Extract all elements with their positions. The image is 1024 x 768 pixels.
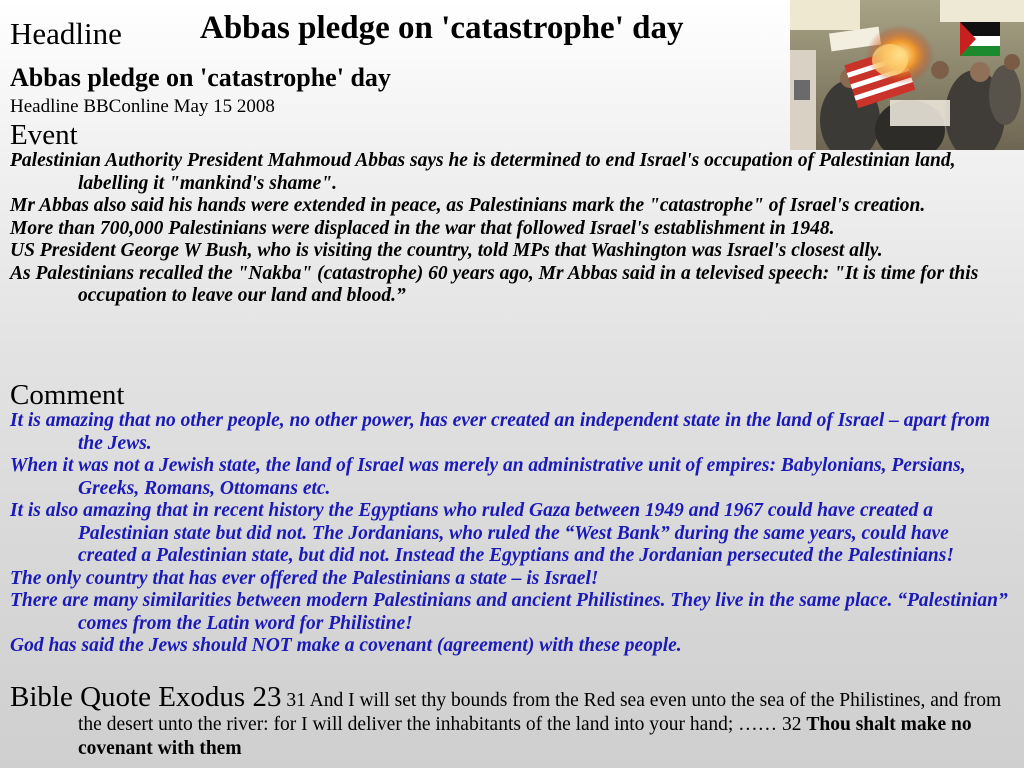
comment-paragraph: It is amazing that no other people, no other power, has ever created an independent state in the land of Israel – apart from the Jews.	[10, 410, 990, 454]
comment-section	[10, 380, 1012, 658]
bible-section	[10, 681, 1012, 760]
article-title: Abbas pledge on 'catastrophe' day	[10, 63, 391, 92]
event-paragraph: Mr Abbas also said his hands were extended in peace, as Palestinians mark the "catastrophe" of Israel's creation.	[10, 195, 926, 216]
bible-verse-text: 31 And I will set thy bounds from the Red sea even unto the sea of the Philistines, and from the desert unto the river: for I will deliver the inhabitants of the land into your hand; …… 32	[78, 690, 1002, 735]
comment-label: Comment	[10, 379, 125, 411]
event-paragraph: As Palestinians recalled the "Nakba" (catastrophe) 60 years ago, Mr Abbas said in a televised speech: "It is time for this occupation to leave our land and blood.”	[10, 262, 979, 306]
comment-paragraph: There are many similarities between modern Palestinians and ancient Philistines. They live in the same place. “Palestinian” comes from the Latin word for Philistine!	[10, 590, 1008, 634]
comment-paragraph: The only country that has ever offered the Palestinians a state – is Israel!	[10, 567, 599, 589]
bible-quote	[10, 681, 1012, 760]
event-paragraph: US President George W Bush, who is visiting the country, told MPs that Washington was Israel's closest ally.	[10, 240, 883, 261]
top-title: Abbas pledge on 'catastrophe' day	[200, 10, 684, 46]
event-paragraph: Palestinian Authority President Mahmoud Abbas says he is determined to end Israel's occupation of Palestinian land, labelling it "mankind's shame".	[10, 150, 956, 194]
event-paragraph: More than 700,000 Palestinians were displaced in the war that followed Israel's establishment in 1948.	[10, 217, 835, 239]
comment-paragraph: God has said the Jews should NOT make a covenant (agreement) with these people.	[10, 635, 682, 656]
event-section	[10, 120, 1012, 308]
event-label: Event	[10, 119, 78, 151]
comment-paragraph: It is also amazing that in recent history the Egyptians who ruled Gaza between 1949 and 1967 could have created a Palestinian state but did not. The Jordanians, who ruled the “West Bank” during the same years, could have created a Palestinian state, but did not. Instead the Egyptians and the Jordanian persecuted the Palestinians!	[10, 500, 954, 566]
bible-label: Bible Quote Exodus 23	[10, 681, 282, 713]
byline: Headline BBConline May 15 2008	[10, 96, 275, 117]
comment-paragraph: When it was not a Jewish state, the land of Israel was merely an administrative unit of empires: Babylonians, Persians, Greeks, Romans, Ottomans etc.	[10, 455, 966, 499]
bible-verse-bold: Thou shalt make no covenant with them	[78, 714, 972, 759]
headline-label: Headline	[10, 16, 122, 51]
